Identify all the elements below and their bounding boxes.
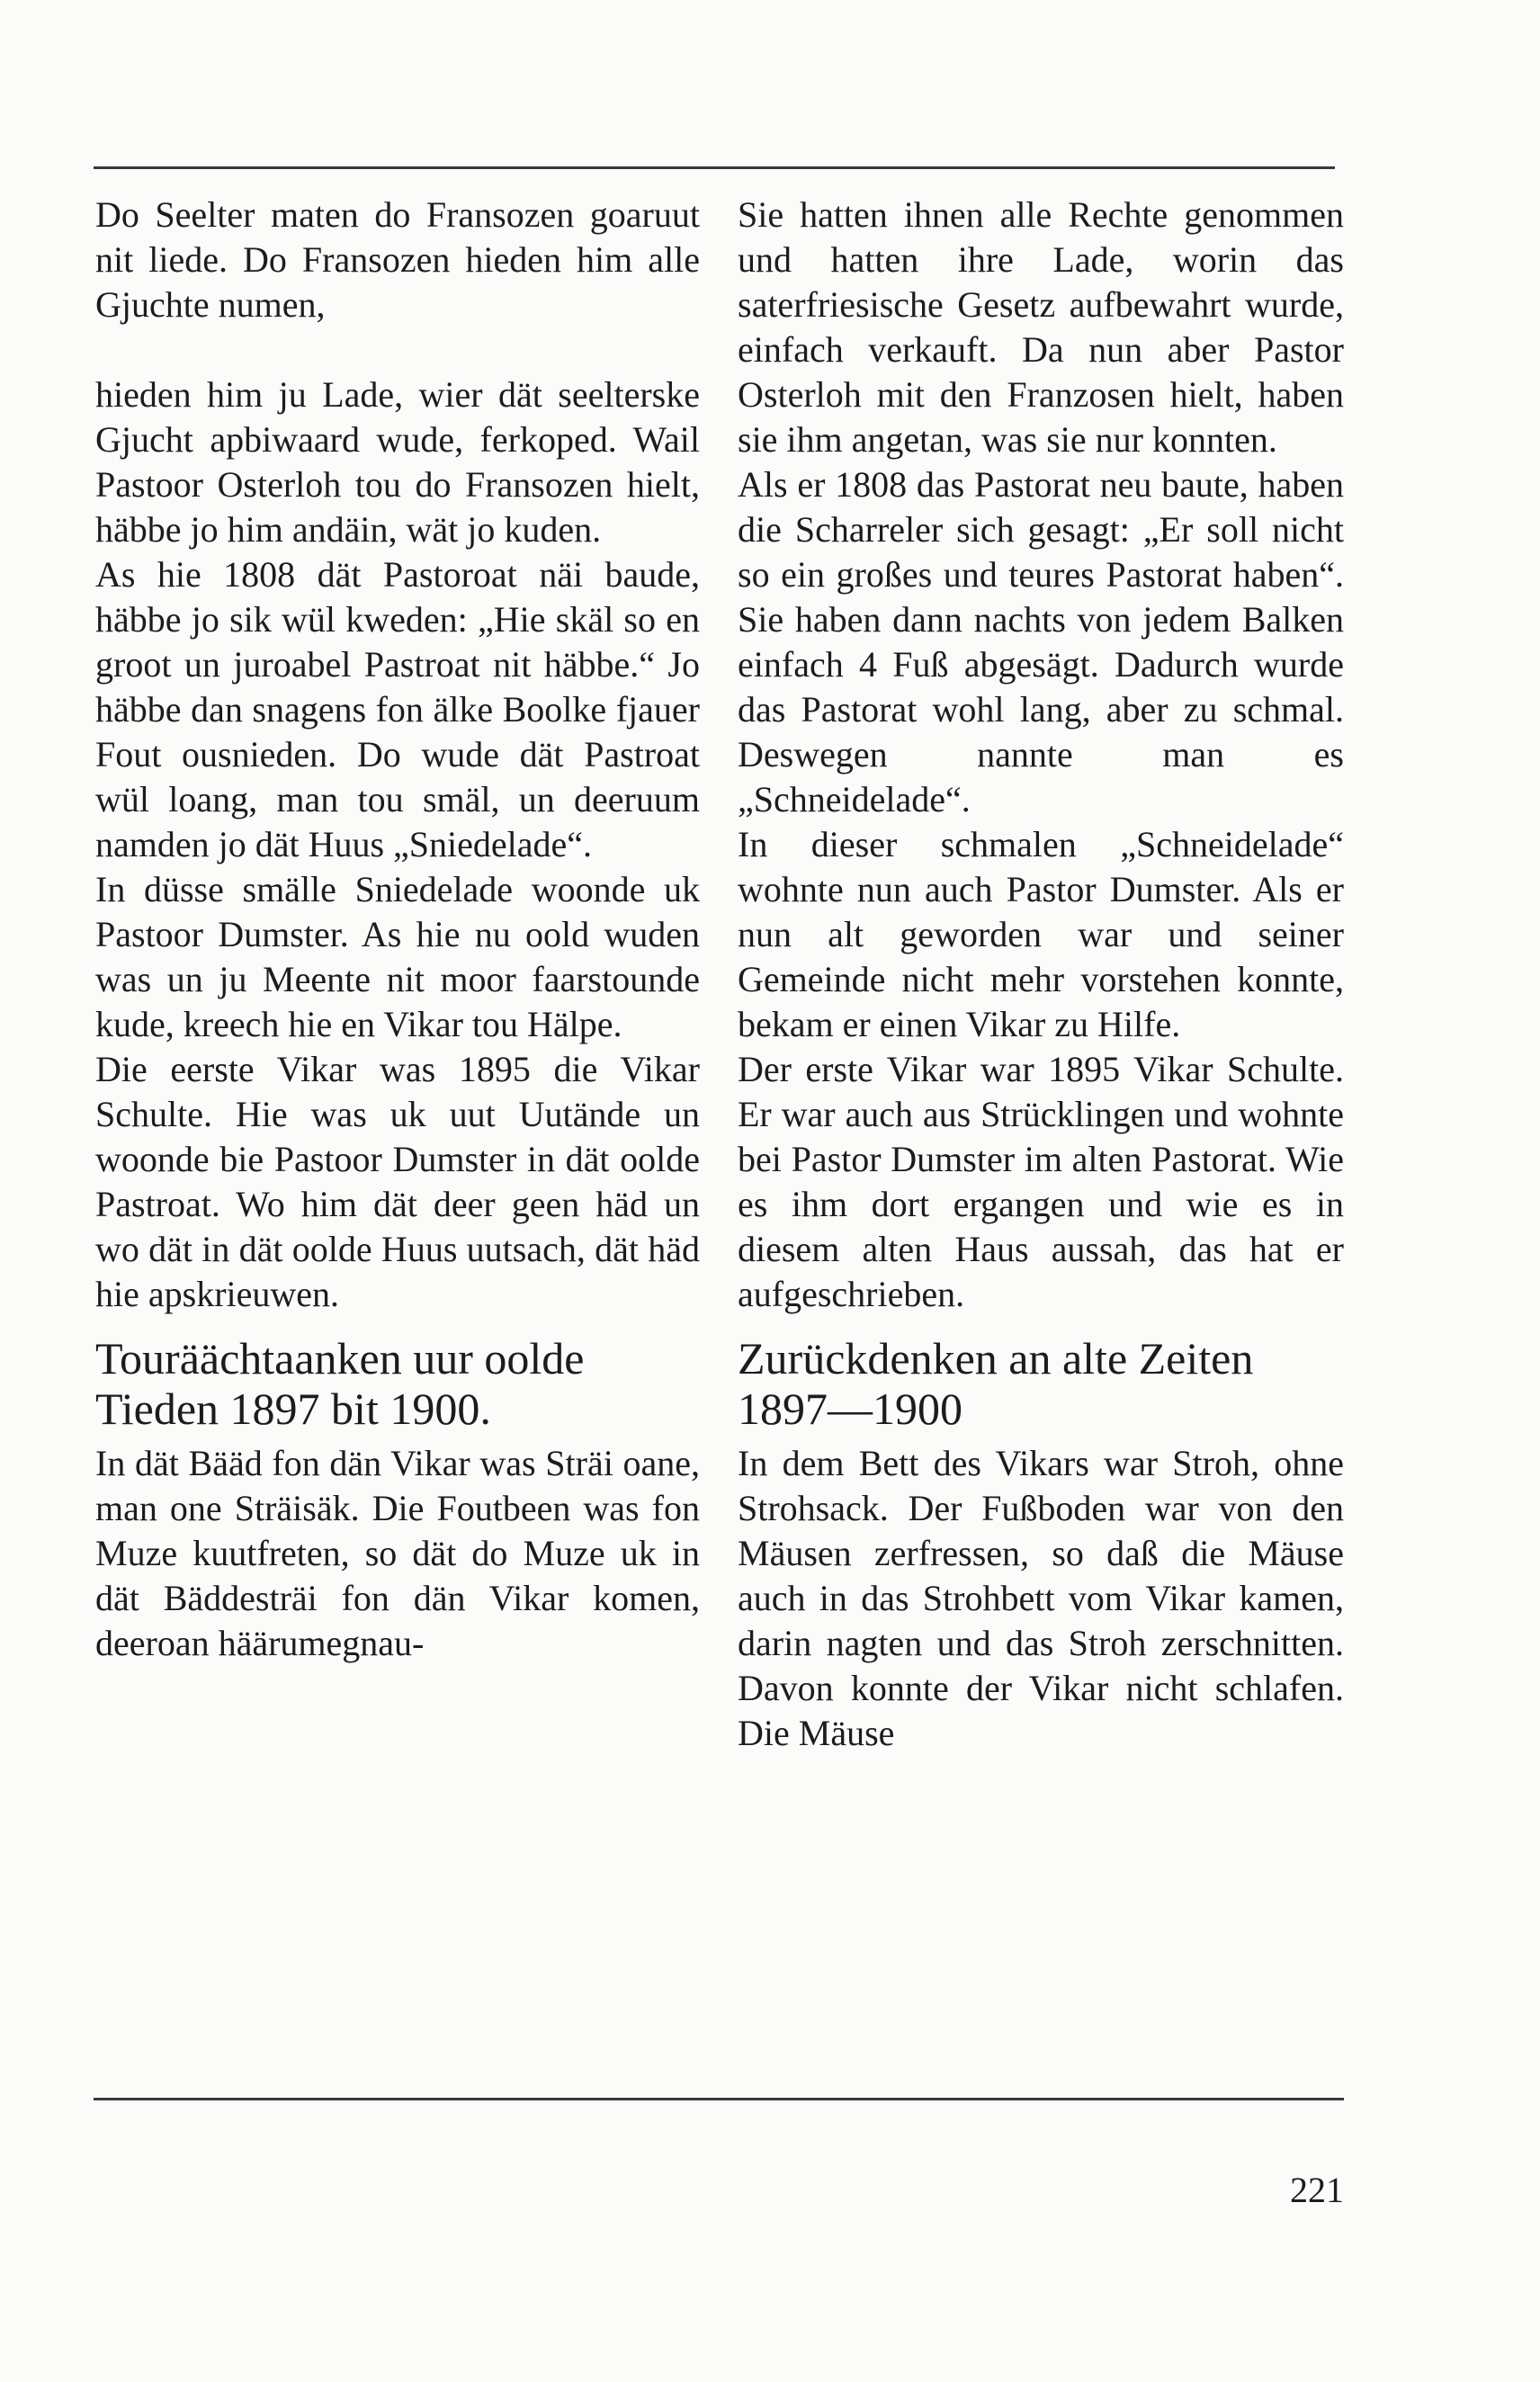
top-rule [94,166,1335,169]
left-paragraph-2: hieden him ju Lade, wier dät seelterske Gjucht apbiwaard wude, ferkoped. Wail Pastoor Osterloh tou do Fransozen hielt, häbbe jo him andäin, wät jo kuden. [95,374,700,550]
left-paragraph-3: As hie 1808 dät Pastoroat näi baude, häbbe jo sik wül kweden: „Hie skäl so en groot un juroabel Pastroat nit häbbe.“ Jo häbbe dan snagens fon älke Boolke fjauer Fout ousnieden. Do wude dät Pastroat wül loang, man tou smäl, un deeruum namden jo dät Huus „Sniedelade“. [95,554,700,864]
left-paragraph-5: Die eerste Vikar was 1895 die Vikar Schulte. Hie was uk uut Uutände un woonde bie Pastoor Dumster in dät oolde Pastroat. Wo him dät deer geen häd un wo dät in dät oolde Huus uutsach, dät häd hie apskrieuwen. [95,1049,700,1314]
page-number: 221 [1290,2170,1344,2210]
right-section-heading: Zurückdenken an alte Zeiten 1897—1900 [738,1333,1254,1434]
left-section-heading: Touräächtaanken uur oolde Tieden 1897 bit 1900. [95,1333,585,1434]
left-paragraph-4: In düsse smälle Sniedelade woonde uk Pastoor Dumster. As hie nu oold wuden was un ju Meente nit moor faarstounde kude, kreech hie en Vikar tou Hälpe. [95,869,700,1044]
left-paragraph-1: Do Seelter maten do Fransozen goaruut nit liede. Do Fransozen hieden him alle Gjuchte numen, [95,194,700,325]
right-paragraph-1: Sie hatten ihnen alle Rechte genommen und hatten ihre Lade, worin das saterfriesische Gesetz aufbewahrt wurde, einfach verkauft. Da nun aber Pastor Osterloh mit den Franzosen hielt, haben sie ihm angetan, was sie nur konnten. [738,194,1344,460]
right-paragraph-4: Der erste Vikar war 1895 Vikar Schulte. Er war auch aus Strücklingen und wohnte bei Pastor Dumster im alten Pastorat. Wie es ihm dort ergangen und wie es in diesem alten Haus aussah, das hat er aufgeschrieben. [738,1049,1344,1314]
left-paragraph-6: In dät Bääd fon dän Vikar was Sträi oane, man one Sträisäk. Die Foutbeen was fon Muze kuutfreten, so dät do Muze uk in dät Bäddesträi fon dän Vikar komen, deeroan häärumegnau- [95,1443,700,1663]
right-column-german [738,193,1344,1756]
left-column-saterfrisian [95,193,700,1666]
right-paragraph-3: In dieser schmalen „Schneidelade“ wohnte nun auch Pastor Dumster. Als er nun alt geworden war und seiner Gemeinde nicht mehr vorstehen konnte, bekam er einen Vikar zu Hilfe. [738,824,1344,1044]
right-paragraph-5: In dem Bett des Vikars war Stroh, ohne Strohsack. Der Fußboden war von den Mäusen zerfressen, so daß die Mäuse auch in das Strohbett vom Vikar kamen, darin nagten und das Stroh zerschnitten. Davon konnte der Vikar nicht schlafen. Die Mäuse [738,1443,1344,1753]
bottom-rule [94,2098,1344,2100]
right-paragraph-2: Als er 1808 das Pastorat neu baute, haben die Scharreler sich gesagt: „Er soll nicht so ein großes und teures Pastorat haben“. Sie haben dann nachts von jedem Balken einfach 4 Fuß abgesägt. Dadurch wurde das Pastorat wohl lang, aber zu schmal. Deswegen nannte man es „Schneidelade“. [738,464,1344,819]
